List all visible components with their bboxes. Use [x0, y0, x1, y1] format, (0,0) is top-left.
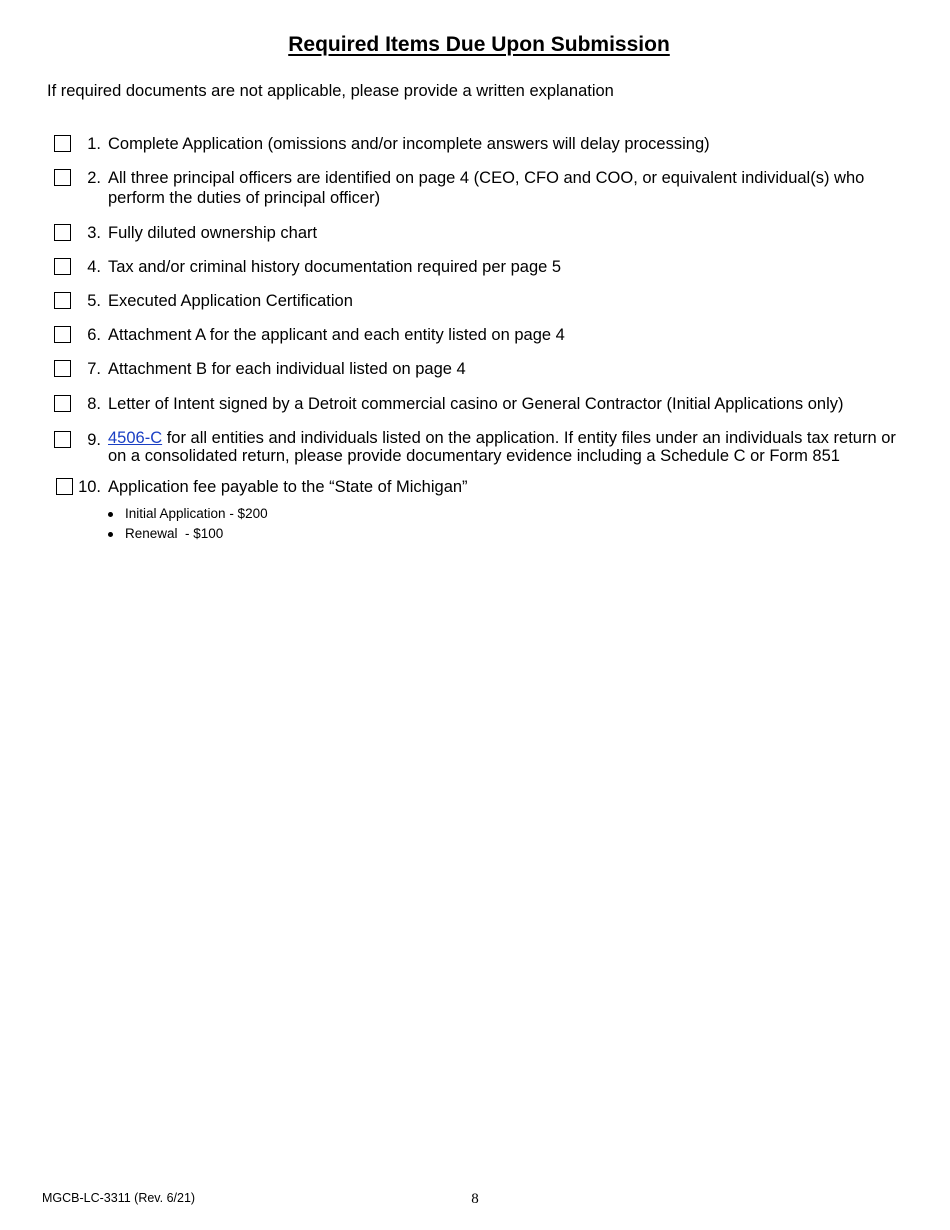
- page-number: 8: [471, 1191, 479, 1207]
- item-text: Attachment B for each individual listed on page 4: [108, 360, 466, 378]
- checkbox-1[interactable]: [54, 135, 71, 152]
- item-number: 3.: [87, 224, 101, 242]
- form-id: MGCB-LC-3311 (Rev. 6/21): [42, 1191, 196, 1205]
- item-text: [108, 430, 908, 465]
- item-number: 2.: [87, 169, 101, 187]
- item-number: 10.: [78, 478, 101, 496]
- checkbox-3[interactable]: [54, 224, 71, 241]
- checkbox-2[interactable]: [54, 169, 71, 186]
- checkbox-9[interactable]: [54, 431, 71, 448]
- item-text: Complete Application (omissions and/or incomplete answers will delay processing): [108, 135, 710, 153]
- item-number: 7.: [87, 360, 101, 378]
- checkbox-6[interactable]: [54, 326, 71, 343]
- item-text: Tax and/or criminal history documentation required per page 5: [108, 258, 562, 276]
- intro-text: If required documents are not applicable, please provide a written explanation: [47, 82, 614, 100]
- item-text: Letter of Intent signed by a Detroit commercial casino or General Contractor (Initial Applications only): [108, 395, 844, 413]
- item-text-rest: for all entities and individuals listed on the application. If entity files under an individuals tax return or on a consolidated return, please provide documentary evidence including a Schedule C or Form 851: [108, 429, 896, 465]
- item-number: 1.: [87, 135, 101, 153]
- form-4506c-link[interactable]: 4506-C: [108, 429, 163, 447]
- checkbox-8[interactable]: [54, 395, 71, 412]
- fee-item: Initial Application - $200: [108, 505, 268, 525]
- item-text: Application fee payable to the “State of Michigan”: [108, 478, 468, 496]
- checkbox-5[interactable]: [54, 292, 71, 309]
- item-text: Executed Application Certification: [108, 292, 353, 310]
- item-text: All three principal officers are identified on page 4 (CEO, CFO and COO, or equivalent individual(s) who perform the duties of principal officer): [108, 169, 865, 207]
- checkbox-4[interactable]: [54, 258, 71, 275]
- item-number: 8.: [87, 395, 101, 413]
- item-text: Fully diluted ownership chart: [108, 224, 318, 242]
- item-number: 4.: [87, 258, 101, 276]
- item-text: Attachment A for the applicant and each entity listed on page 4: [108, 326, 565, 344]
- bullet-icon: [108, 512, 113, 517]
- checkbox-7[interactable]: [54, 360, 71, 377]
- fee-item: Renewal - $100: [108, 525, 268, 545]
- page-title: Required Items Due Upon Submission: [288, 33, 670, 56]
- item-number: 5.: [87, 292, 101, 310]
- checkbox-10[interactable]: [56, 478, 73, 495]
- bullet-icon: [108, 532, 113, 537]
- item-number: 6.: [87, 326, 101, 344]
- fee-list: [108, 505, 268, 545]
- item-number: 9.: [87, 431, 101, 449]
